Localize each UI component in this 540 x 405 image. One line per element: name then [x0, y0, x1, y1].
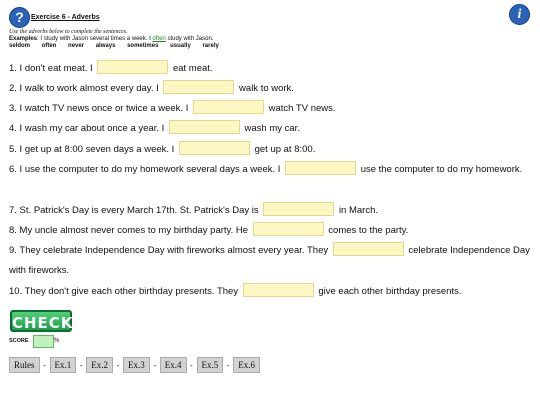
examples-text-pre: : I study with Jason several times a week. I — [37, 36, 153, 42]
question-text-before: 6. I use the computer to do my homework several days a week. I — [9, 164, 281, 175]
examples-label: Examples — [9, 36, 38, 42]
question-8 — [9, 221, 537, 241]
exercise-title: Exercise 6 - Adverbs — [31, 14, 100, 21]
question-text-after: eat meat. — [172, 63, 213, 74]
info-icon[interactable]: i — [509, 4, 530, 25]
instructions: Use the adverbs below to complete the sentences. — [9, 29, 128, 35]
nav-rules-button[interactable]: Rules — [9, 357, 40, 373]
question-text-before: 7. St. Patrick's Day is every March 17th. St. Patrick's Day is — [9, 205, 259, 216]
question-text-before: 1. I don't eat meat. I — [9, 63, 93, 74]
nav-ex5-button[interactable]: Ex.5 — [197, 357, 224, 373]
question-text-before: 10. They don't give each other birthday presents. They — [9, 286, 239, 297]
question-text-after: get up at 8:00. — [254, 144, 316, 155]
question-text-before: 9. They celebrate Independence Day with fireworks almost every year. They — [9, 245, 329, 256]
word-bank-item: often — [41, 43, 57, 49]
answer-input-5[interactable] — [179, 141, 250, 155]
answer-input-10[interactable] — [243, 283, 314, 297]
question-text-before: 8. My uncle almost never comes to my birthday party. He — [9, 225, 248, 236]
score-field — [33, 335, 54, 348]
answer-input-7[interactable] — [263, 202, 334, 216]
question-text-after: walk to work. — [239, 83, 294, 94]
examples-text-post: study with Jason. — [165, 36, 214, 42]
question-2 — [9, 79, 537, 99]
question-text-before: 3. I watch TV news once or twice a week. I — [9, 103, 189, 114]
help-icon[interactable]: ? — [9, 7, 30, 28]
question-text-after: wash my car. — [244, 123, 300, 134]
question-text-after: give each other birthday presents. — [318, 286, 462, 297]
question-text-before: 4. I wash my car about once a year. I — [9, 123, 165, 134]
question-text-after: comes to the party. — [328, 225, 409, 236]
question-text-before: 2. I walk to work almost every day. I — [9, 83, 159, 94]
nav-ex3-button[interactable]: Ex.3 — [123, 357, 150, 373]
exercise-nav — [9, 357, 260, 373]
question-text-after: watch TV news. — [268, 103, 336, 114]
nav-separator: - — [79, 361, 83, 370]
question-6 — [9, 160, 537, 180]
word-bank-item: seldom — [9, 43, 31, 49]
word-bank — [9, 43, 229, 49]
score-label: SCORE — [9, 338, 29, 344]
examples-line — [9, 36, 213, 42]
question-7 — [9, 201, 537, 221]
nav-separator: - — [43, 361, 46, 370]
word-bank-item: always — [95, 43, 116, 49]
nav-separator: - — [153, 361, 157, 370]
score-percent-sign: % — [54, 338, 60, 344]
answer-input-6[interactable] — [285, 161, 356, 175]
answer-input-8[interactable] — [253, 222, 324, 236]
question-text-before: 5. I get up at 8:00 seven days a week. I — [9, 144, 175, 155]
answer-input-3[interactable] — [193, 100, 264, 114]
word-bank-item: never — [68, 43, 85, 49]
question-text-after: in March. — [338, 205, 379, 216]
nav-ex6-button[interactable]: Ex.6 — [233, 357, 260, 373]
question-4 — [9, 119, 537, 139]
examples-highlight: often — [152, 36, 166, 42]
question-text-after: use the computer to do my homework. — [360, 164, 523, 175]
answer-input-4[interactable] — [169, 120, 240, 134]
word-bank-item: sometimes — [127, 43, 159, 49]
nav-ex2-button[interactable]: Ex.2 — [86, 357, 113, 373]
check-button[interactable]: CHECK — [10, 310, 72, 332]
nav-ex4-button[interactable]: Ex.4 — [160, 357, 187, 373]
nav-separator: - — [190, 361, 193, 370]
word-bank-item: rarely — [202, 43, 219, 49]
word-bank-item: usually — [170, 43, 191, 49]
question-10 — [9, 282, 537, 302]
question-text-after: celebrate Independence Day with fireworks. — [9, 245, 530, 276]
answer-input-9[interactable] — [333, 242, 404, 256]
answer-input-1[interactable] — [97, 60, 168, 74]
answer-input-2[interactable] — [163, 80, 234, 94]
nav-ex1-button[interactable]: Ex.1 — [50, 357, 77, 373]
question-9 — [9, 241, 537, 281]
question-3 — [9, 99, 537, 119]
nav-separator: - — [116, 361, 120, 370]
question-5 — [9, 140, 537, 160]
question-1 — [9, 59, 537, 79]
nav-separator: - — [226, 361, 230, 370]
